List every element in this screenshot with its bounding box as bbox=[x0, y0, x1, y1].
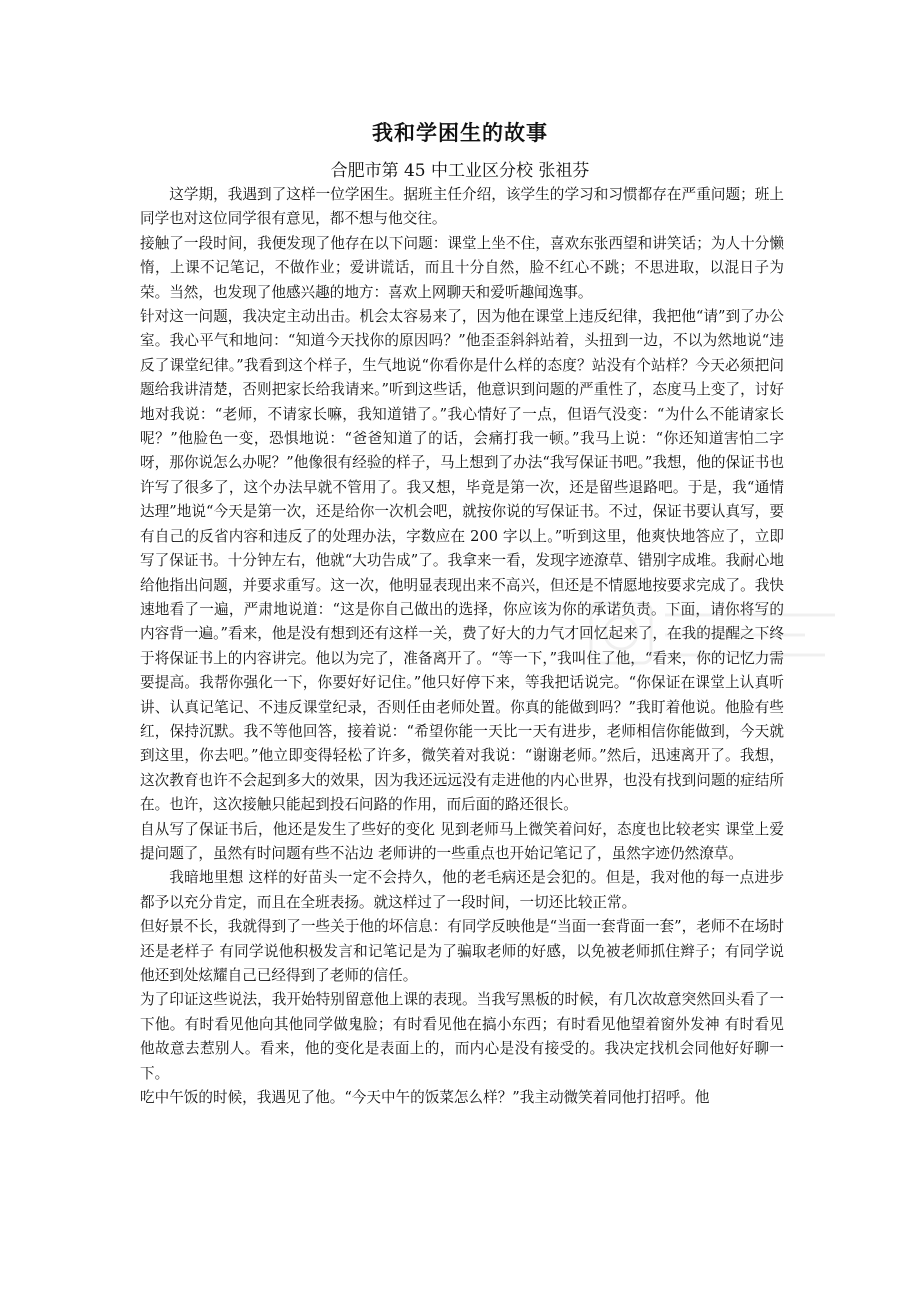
paragraph: 针对这一问题，我决定主动出击。机会太容易来了，因为他在课堂上违反纪律，我把他“请”到了办公室。我心平气和地问：“知道今天找你的原因吗？”他歪歪斜斜站着，头扭到一边，不以为然地说“违反了课堂纪律。”我看到这个样子，生气地说“你看你是什么样的态度？站没有个站样？今天必须把问题给我讲清楚，否则把家长给我请来。”听到这些话，他意识到问题的严重性了，态度马上变了，讨好地对我说：“老师，不请家长嘛，我知道错了。”我心情好了一点，但语气没变：“为什么不能请家长呢？”他脸色一变，恐惧地说：“爸爸知道了的话，会痛打我一顿。”我马上说：“你还知道害怕二字呀，那你说怎么办呢？”他像很有经验的样子，马上想到了办法“我写保证书吧。”我想，他的保证书也许写了很多了，这个办法早就不管用了。我又想，毕竟是第一次，还是留些退路吧。于是，我“通情达理”地说“今天是第一次，还是给你一次机会吧，就按你说的写保证书。不过，保证书要认真写，要有自己的反省内容和违反了的处理办法，字数应在 200 字以上。”听到这里，他爽快地答应了，立即写了保证书。十分钟左右，他就“大功告成”了。我拿来一看，发现字迹潦草、错别字成堆。我耐心地给他指出问题，并要求重写。这一次，他明显表现出来不高兴，但还是不情愿地按要求完成了。我快速地看了一遍，严肃地说道：“这是你自己做出的选择，你应该为你的承诺负责。下面，请你将写的内容背一遍。”看来，他是没有想到还有这样一关，费了好大的力气才回忆起来了，在我的提醒之下终于将保证书上的内容讲完。他以为完了，准备离开了。“等一下，”我叫住了他，“看来，你的记忆力需要提高。我帮你强化一下，你要好好记住。”他只好停下来，等我把话说完。“你保证在课堂上认真听讲、认真记笔记、不违反课堂纪录，否则任由老师处置。你真的能做到吗？”我盯着他说。他脸有些红，保持沉默。我不等他回答，接着说：“希望你能一天比一天有进步，老师相信你能做到，今天就到这里，你去吧。”他立即变得轻松了许多，微笑着对我说：“谢谢老师。”然后，迅速离开了。我想，这次教育也许不会起到多大的效果，因为我还远远没有走进他的内心世界，也没有找到问题的症结所在。也许，这次接触只能起到投石问路的作用，而后面的路还很长。 bbox=[140, 308, 784, 814]
paragraph: 这学期，我遇到了这样一位学困生。据班主任介绍，该学生的学习和习惯都存在严重问题；班上同学也对这位同学很有意见，都不想与他交往。 bbox=[140, 186, 784, 228]
paragraph: 但好景不长，我就得到了一些关于他的坏信息：有同学反映他是“当面一套背面一套”，老师不在场时还是老样子 有同学说他积极发言和记笔记是为了骗取老师的好感，以免被老师抓住辫子；有同学说他还到处炫耀自己已经得到了老师的信任。 bbox=[140, 918, 784, 984]
document-title: 我和学困生的故事 bbox=[372, 120, 548, 145]
paragraph: 吃中午饭的时候，我遇见了他。“今天中午的饭菜怎么样？”我主动微笑着同他打招呼。他 bbox=[140, 1089, 710, 1107]
paragraph: 自从写了保证书后，他还是发生了些好的变化 见到老师马上微笑着问好，态度也比较老实 课堂上爱提问题了，虽然有时问题有些不沾边 老师讲的一些重点也开始记笔记了，虽然字迹仍然潦草。 bbox=[140, 820, 784, 862]
paragraph: 我暗地里想 这样的好苗头一定不会持久，他的老毛病还是会犯的。但是，我对他的每一点进步都予以充分肯定，而且在全班表扬。就这样过了一段时间，一切还比较正常。 bbox=[140, 869, 784, 911]
paragraph: 为了印证这些说法，我开始特别留意他上课的表现。当我写黑板的时候，有几次故意突然回头看了一下他。有时看见他向其他同学做鬼脸；有时看见他在搞小东西；有时看见他望着窗外发神 有时看见他故意去惹别人。看来，他的变化是表面上的，而内心是没有接受的。我决定找机会同他好好聊一下。 bbox=[140, 991, 784, 1082]
author-byline: 合肥市第 45 中工业区分校 张祖芬 bbox=[330, 161, 590, 181]
paragraph: 接触了一段时间，我便发现了他存在以下问题：课堂上坐不住，喜欢东张西望和讲笑话；为人十分懒惰，上课不记笔记，不做作业；爱讲谎话，而且十分自然，脸不红心不跳；不思进取，以混日子为荣。当然，也发现了他感兴趣的地方：喜欢上网聊天和爱听趣闻逸事。 bbox=[140, 234, 784, 301]
document-body bbox=[140, 183, 784, 1110]
